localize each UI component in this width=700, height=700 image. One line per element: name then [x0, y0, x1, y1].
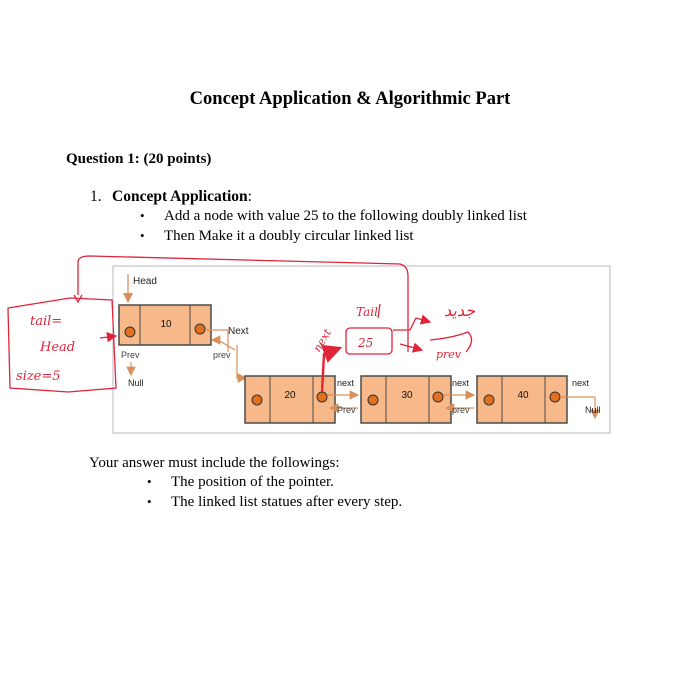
next-label: next [572, 378, 590, 388]
bullet-text: The linked list statues after every step. [171, 494, 403, 510]
handwritten-text [16, 301, 475, 384]
link-20-prev [212, 340, 235, 350]
null-label: Null [128, 378, 144, 388]
arabic-note: جديد [444, 301, 476, 320]
node-40 [477, 376, 567, 423]
bullet-icon: • [140, 208, 145, 223]
next-pointer-dot [433, 392, 443, 402]
next-label: next [452, 378, 470, 388]
head-note: Head [40, 340, 76, 355]
node-10 [119, 305, 211, 345]
new-node-arrow-right [400, 344, 422, 350]
tail-note: tail= [30, 314, 63, 329]
new-node-arrow-up [393, 318, 430, 330]
answer-intro: Your answer must include the followings: [89, 455, 340, 471]
bullet-text: Then Make it a doubly circular linked list [164, 228, 414, 244]
next-label: next [337, 378, 355, 388]
concept-title: Concept Application [112, 188, 248, 205]
bullet-icon: • [147, 474, 152, 489]
next-label: Next [228, 326, 249, 337]
size-note: size=5 [16, 369, 61, 384]
next-pointer-dot [550, 392, 560, 402]
concept-colon: : [247, 188, 252, 205]
handwritten-annotations [8, 256, 472, 392]
node-value: 30 [401, 390, 413, 401]
null-end-label: Null [585, 405, 601, 415]
tail-box-note: Tail [356, 305, 378, 319]
prev-pointer-dot [484, 395, 494, 405]
node-value: 20 [284, 390, 296, 401]
node-30 [361, 376, 451, 423]
next-note: next [310, 326, 335, 355]
head-label: Head [133, 276, 157, 287]
prev-pointer-dot [252, 395, 262, 405]
prev-label: Prev [337, 405, 356, 415]
next-pointer-dot [195, 324, 205, 334]
next-pointer-dot [317, 392, 327, 402]
new-node-value: 25 [358, 336, 374, 350]
tail-pointer-line [378, 304, 380, 318]
concept-number: 1. [90, 188, 102, 205]
question-heading: Question 1: (20 points) [66, 151, 212, 167]
prev-pointer-dot [368, 395, 378, 405]
bullet-icon: • [140, 228, 145, 243]
bullet-icon: • [147, 494, 152, 509]
prev-label: Prev [121, 350, 140, 360]
prev-label-lower: prev [213, 350, 231, 360]
bullet-text: Add a node with value 25 to the following doubly linked list [164, 208, 527, 224]
page-title: Concept Application & Algorithmic Part [189, 89, 511, 109]
prev-note: prev [436, 348, 462, 361]
prev-pointer-dot [125, 327, 135, 337]
prev-label: prev [452, 405, 470, 415]
node-value: 40 [517, 390, 529, 401]
bullet-text: The position of the pointer. [171, 474, 334, 490]
link-to-20 [237, 345, 246, 378]
node-value: 10 [160, 319, 172, 330]
